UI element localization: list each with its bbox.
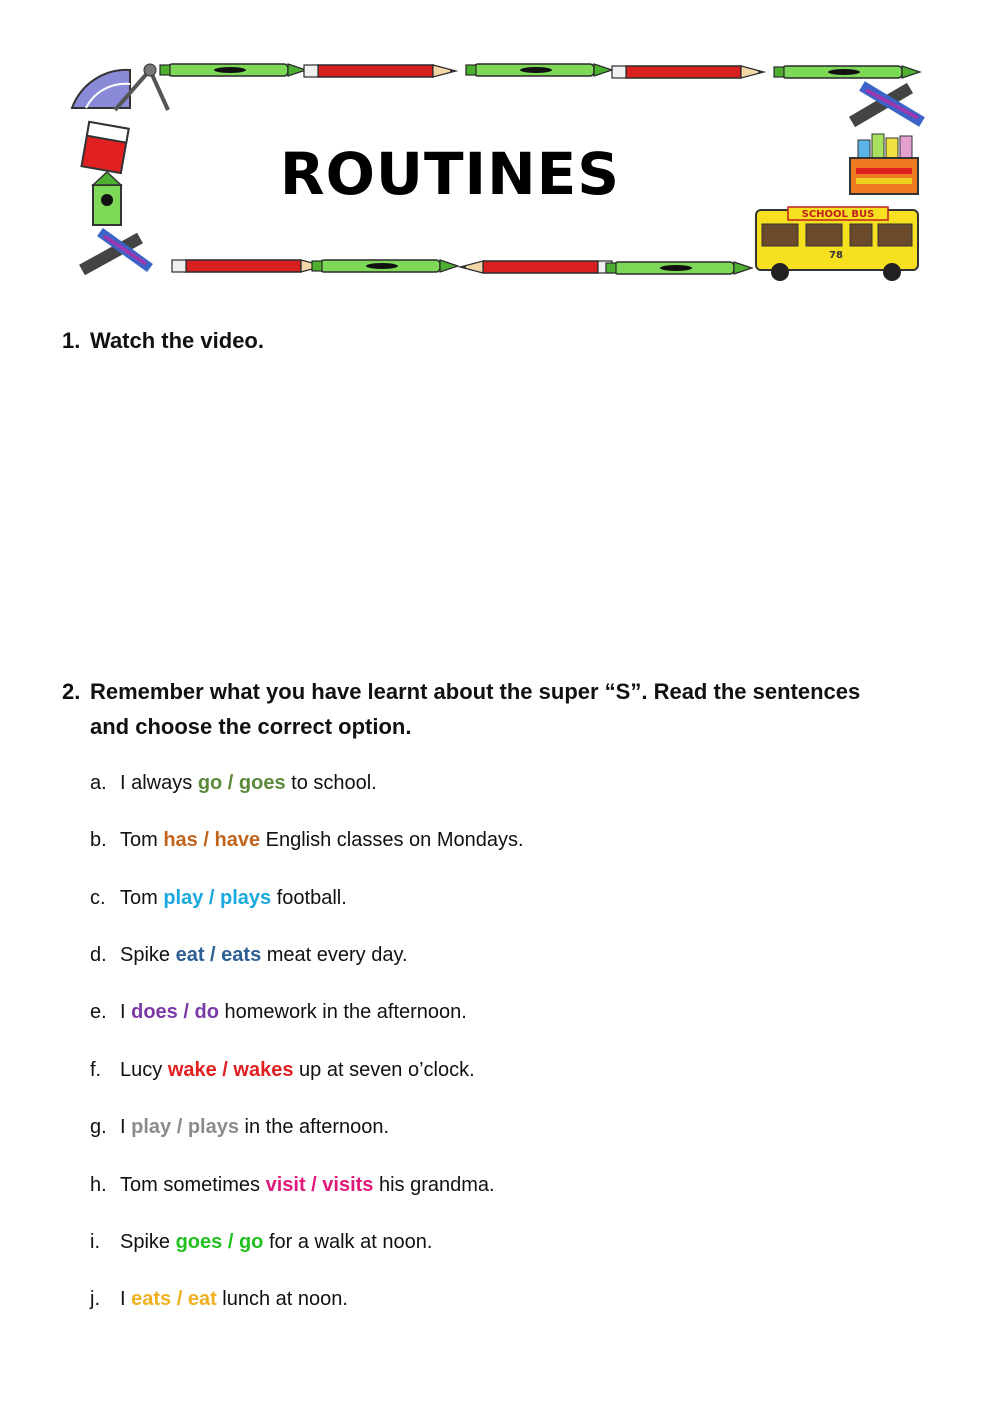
question-text-line-1: Remember what you have learnt about the super “S”. Read the sentences: [90, 679, 861, 704]
pencil-icon: [172, 260, 324, 272]
item-letter: b.: [90, 829, 107, 851]
item-letter: c.: [90, 887, 106, 909]
crayon-icon: [606, 262, 752, 274]
answer-options[interactable]: play / plays: [163, 887, 272, 909]
pencil-icon: [460, 261, 612, 273]
item-text-before: Spike: [120, 1231, 176, 1253]
item-text-after: up at seven o’clock.: [293, 1059, 475, 1081]
eraser-icon: [81, 122, 128, 173]
answer-options[interactable]: has / have: [163, 829, 261, 851]
exercise-item: [90, 944, 408, 967]
item-text-after: football.: [271, 887, 347, 909]
item-letter: d.: [90, 944, 107, 966]
question-text: Watch the video.: [90, 328, 264, 353]
question-number: 2.: [62, 679, 81, 704]
crossed-pens-icon: [852, 86, 922, 122]
item-text-before: Tom: [120, 887, 164, 909]
item-letter: a.: [90, 772, 107, 794]
question-2: [62, 674, 942, 744]
bus-number: 78: [829, 250, 843, 261]
item-text-after: lunch at noon.: [216, 1288, 348, 1310]
pencil-icon: [612, 66, 764, 78]
item-text-after: for a walk at noon.: [263, 1231, 433, 1253]
item-text-before: I: [120, 1001, 132, 1023]
exercise-item: [90, 1001, 467, 1024]
exercise-item: [90, 1231, 432, 1254]
answer-options[interactable]: does / do: [131, 1001, 219, 1023]
crayon-icon: [466, 64, 612, 76]
answer-options[interactable]: wake / wakes: [167, 1059, 294, 1081]
page-title: ROUTINES: [279, 140, 621, 208]
answer-options[interactable]: eats / eat: [131, 1288, 217, 1310]
exercise-item: [90, 1059, 475, 1082]
item-text-before: Lucy: [120, 1059, 168, 1081]
item-text-before: I: [120, 1116, 132, 1138]
answer-options[interactable]: play / plays: [131, 1116, 239, 1138]
item-text-before: Tom sometimes: [120, 1174, 266, 1196]
crayon-box-icon: [850, 134, 918, 194]
item-letter: f.: [90, 1059, 102, 1081]
exercise-item: [90, 887, 347, 910]
item-text-after: to school.: [285, 772, 377, 794]
pencil-icon: [304, 65, 456, 77]
item-text-after: English classes on Mondays.: [260, 829, 524, 851]
item-text-before: I: [120, 1288, 132, 1310]
crayon-icon: [774, 66, 920, 78]
answer-options[interactable]: visit / visits: [265, 1174, 374, 1196]
exercise-item: [90, 829, 524, 852]
crayon-icon: [312, 260, 458, 272]
item-letter: h.: [90, 1174, 107, 1196]
question-1: [62, 323, 942, 358]
item-text-before: Tom: [120, 829, 164, 851]
item-letter: i.: [90, 1231, 100, 1253]
item-text-before: I always: [120, 772, 198, 794]
answer-options[interactable]: go / goes: [197, 772, 286, 794]
item-text-after: his grandma.: [373, 1174, 495, 1196]
crayon-icon: [160, 64, 306, 76]
item-text-before: Spike: [120, 944, 176, 966]
item-letter: e.: [90, 1001, 107, 1023]
item-letter: j.: [90, 1288, 100, 1310]
item-text-after: meat every day.: [261, 944, 408, 966]
exercise-item: [90, 772, 377, 795]
item-text-after: homework in the afternoon.: [218, 1001, 467, 1023]
item-letter: g.: [90, 1116, 107, 1138]
item-text-after: in the afternoon.: [238, 1116, 390, 1138]
exercise-item: [90, 1116, 389, 1139]
question-text-line-2: and choose the correct option.: [90, 714, 412, 739]
question-number: 1.: [62, 328, 81, 353]
crayon-icon: [93, 172, 121, 225]
answer-options[interactable]: eat / eats: [175, 944, 262, 966]
exercise-item: [90, 1288, 348, 1311]
bus-sign: SCHOOL BUS: [801, 209, 875, 220]
crossed-pens-icon: [82, 232, 150, 270]
answer-options[interactable]: goes / go: [175, 1231, 264, 1253]
exercise-item: [90, 1174, 495, 1197]
